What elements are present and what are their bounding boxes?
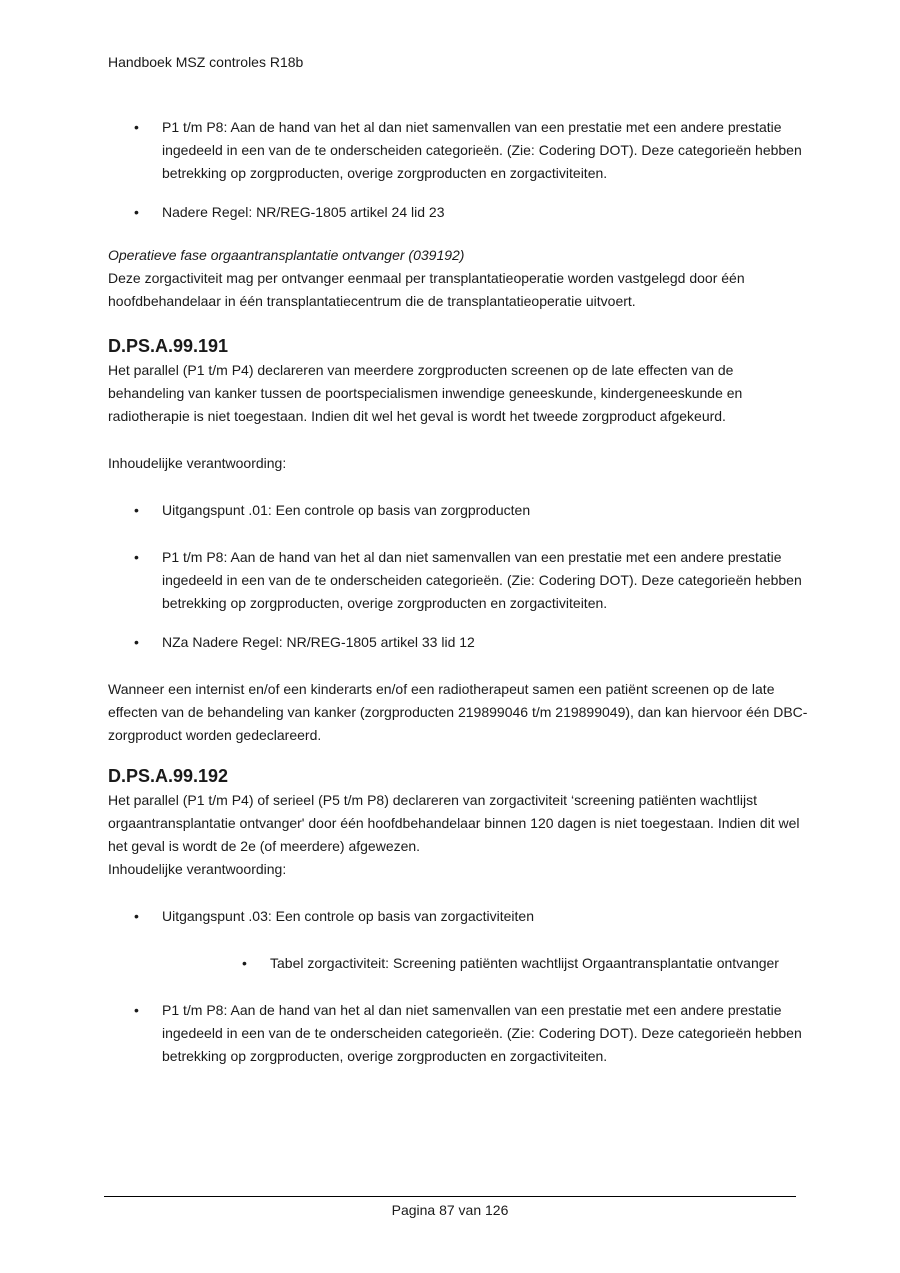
bullet-list — [108, 499, 808, 654]
paragraph: Inhoudelijke verantwoording: — [108, 455, 287, 471]
bullet-icon: • — [134, 634, 139, 650]
document-body — [108, 116, 808, 1068]
section-heading: D.PS.A.99.192 — [108, 766, 229, 786]
bullet-icon: • — [134, 119, 139, 135]
paragraph: Wanneer een internist en/of een kinderarts en/of een radiotherapeut samen een patiënt screenen op de late effecten van de behandeling van kanker (zorgproducten 219899046 t/m 219899049), dan kan hiervoor één DBC-zorgproduct worden gedeclareerd. — [108, 681, 808, 743]
list-item: • Nadere Regel: NR/REG-1805 artikel 24 lid 23 — [108, 201, 808, 224]
bullet-icon: • — [134, 204, 139, 220]
bullet-icon: • — [242, 955, 247, 971]
page-header: Handboek MSZ controles R18b — [108, 54, 304, 70]
paragraph: Deze zorgactiviteit mag per ontvanger eenmaal per transplantatieoperatie worden vastgelegd door één hoofdbehandelaar in één transplantatiecentrum die de transplantatieoperatie uitvoert. — [108, 270, 745, 309]
footer-divider — [104, 1196, 796, 1197]
bullet-list — [108, 116, 808, 224]
list-item: • NZa Nadere Regel: NR/REG-1805 artikel 33 lid 12 — [108, 631, 808, 654]
bullet-icon: • — [134, 1002, 139, 1018]
paragraph: Het parallel (P1 t/m P4) of serieel (P5 t/m P8) declareren van zorgactiviteit ‘screening patiënten wachtlijst orgaantransplantatie ontvanger' door één hoofdbehandelaar binnen 120 dagen is niet toegestaan. Indien dit wel het geval is wordt de 2e (of meerdere) afgewezen. — [108, 792, 800, 854]
list-item: • Uitgangspunt .01: Een controle op basis van zorgproducten — [108, 499, 808, 522]
list-item: • Uitgangspunt .03: Een controle op basis van zorgactiviteiten — [108, 905, 808, 928]
sub-bullet-list — [108, 952, 808, 975]
list-item: • Tabel zorgactiviteit: Screening patiënten wachtlijst Orgaantransplantatie ontvanger — [108, 952, 808, 975]
list-item: • P1 t/m P8: Aan de hand van het al dan niet samenvallen van een prestatie met een andere prestatie ingedeeld in een van de te onderscheiden categorieën. (Zie: Codering DOT). Deze categorieën hebben betrekking op zorgproducten, overige zorgproducten en zorgactiviteiten. — [108, 999, 808, 1068]
bullet-list — [108, 905, 808, 928]
page-footer: Pagina 87 van 126 — [391, 1202, 509, 1218]
bullet-list — [108, 999, 808, 1068]
paragraph: Het parallel (P1 t/m P4) declareren van meerdere zorgproducten screenen op de late effecten van de behandeling van kanker tussen de poortspecialismen inwendige geneeskunde, kindergeneeskunde en radiotherapie is niet toegestaan. Indien dit wel het geval is wordt het tweede zorgproduct afgekeurd. — [108, 362, 743, 424]
bullet-icon: • — [134, 549, 139, 565]
section-heading: D.PS.A.99.191 — [108, 336, 229, 356]
list-item: • P1 t/m P8: Aan de hand van het al dan niet samenvallen van een prestatie met een andere prestatie ingedeeld in een van de te onderscheiden categorieën. (Zie: Codering DOT). Deze categorieën hebben betrekking op zorgproducten, overige zorgproducten en zorgactiviteiten. — [108, 116, 808, 185]
paragraph: Inhoudelijke verantwoording: — [108, 861, 287, 877]
subsection-title: Operatieve fase orgaantransplantatie ontvanger (039192) — [108, 247, 465, 263]
bullet-icon: • — [134, 502, 139, 518]
list-item: • P1 t/m P8: Aan de hand van het al dan niet samenvallen van een prestatie met een andere prestatie ingedeeld in een van de te onderscheiden categorieën. (Zie: Codering DOT). Deze categorieën hebben betrekking op zorgproducten, overige zorgproducten en zorgactiviteiten. — [108, 546, 808, 615]
bullet-icon: • — [134, 908, 139, 924]
